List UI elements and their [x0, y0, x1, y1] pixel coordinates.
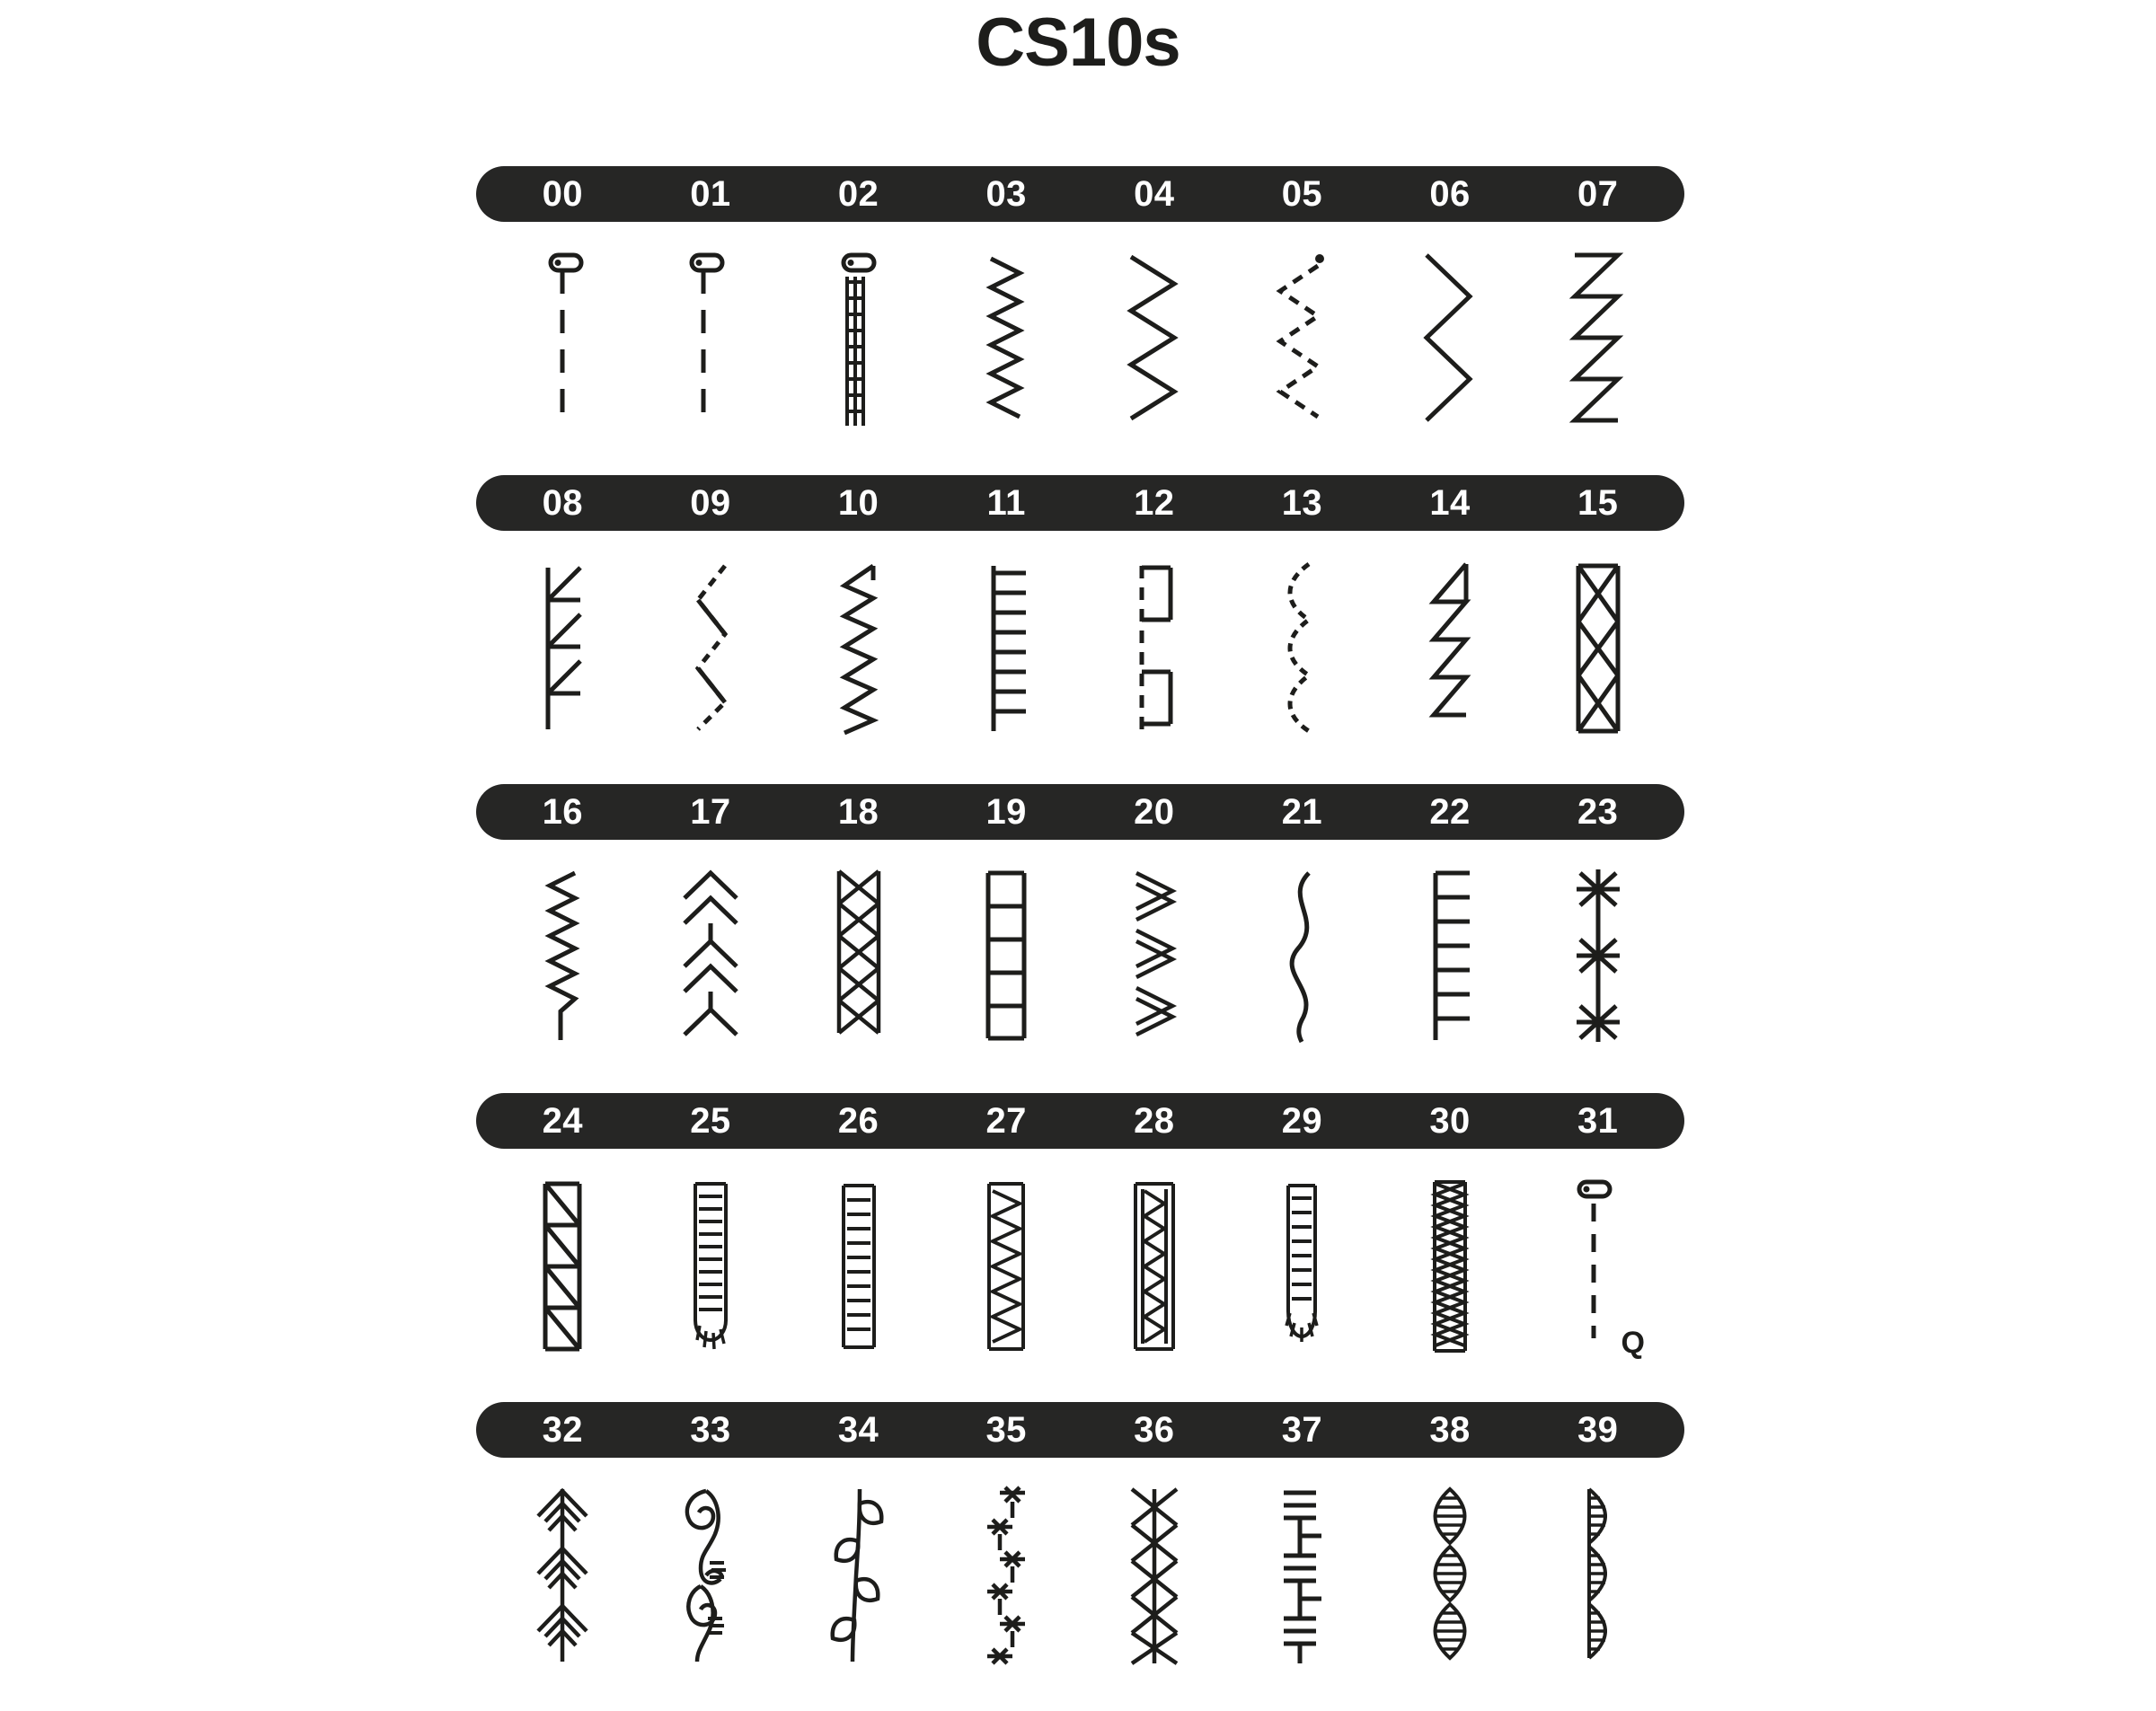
stitch-cell [784, 222, 932, 457]
stitch-cell [932, 1149, 1081, 1384]
stitch-cell [932, 1458, 1081, 1693]
stitch-number: 17 [690, 791, 731, 832]
elastic-zigzag-stitch-icon [823, 559, 895, 738]
stitch-number: 14 [1429, 482, 1471, 523]
stitch-number: 33 [690, 1409, 731, 1450]
ladder-stitch-icon [970, 868, 1042, 1047]
diamond-lattice-stitch-icon [1114, 1486, 1195, 1665]
stitch-cell [1524, 840, 1672, 1075]
comb-edge-stitch-icon [1414, 868, 1486, 1047]
stitch-number: 29 [1281, 1100, 1323, 1141]
stitch-row-group [476, 1402, 1684, 1693]
stitch-row-group [476, 1093, 1684, 1384]
stitch-cell [1524, 222, 1672, 457]
straight-stitch-left-icon [679, 250, 742, 429]
round-end-buttonhole-icon [1270, 1177, 1333, 1356]
stitch-number: 38 [1429, 1409, 1471, 1450]
scroll-vine-stitch-icon [670, 1486, 751, 1665]
stitch-number: 39 [1577, 1409, 1619, 1450]
stretch-buttonhole-icon [975, 1177, 1038, 1356]
stitch-cell [1376, 840, 1524, 1075]
stitch-number: 34 [837, 1409, 879, 1450]
stitch-number: 03 [985, 173, 1027, 214]
stitch-number-bar [476, 784, 1684, 840]
stitch-cell [489, 840, 637, 1075]
stitch-cell [1228, 531, 1376, 766]
stitch-number: 11 [986, 482, 1026, 523]
stitch-number: 08 [542, 482, 584, 523]
stitch-number: 09 [690, 482, 731, 523]
slant-overedge-stitch-icon [1414, 559, 1486, 738]
boxed-cross-stitch-icon [531, 1177, 594, 1356]
stitch-cell [1524, 531, 1672, 766]
stitch-number: 19 [985, 791, 1027, 832]
stitch-number: 30 [1429, 1100, 1471, 1141]
stitch-number: 18 [837, 791, 879, 832]
stitch-cell [1081, 1458, 1229, 1693]
stitch-number: 27 [985, 1100, 1027, 1141]
stitch-number: 36 [1134, 1409, 1175, 1450]
chevron-stack-stitch-icon [1118, 868, 1190, 1047]
half-diamond-satin-stitch-icon [1562, 1486, 1634, 1665]
stitch-cell [489, 1458, 637, 1693]
stitch-cell [1081, 1149, 1229, 1384]
shell-tuck-stitch-icon [1266, 559, 1338, 738]
stitch-number-bar [476, 475, 1684, 531]
stitch-cell [489, 222, 637, 457]
stitch-number: 21 [1281, 791, 1323, 832]
stitch-number: 10 [837, 482, 879, 523]
stitch-icon-row [476, 1149, 1684, 1384]
stretch-stitch-icon [526, 868, 598, 1047]
stitch-icon-row [476, 1458, 1684, 1693]
stitch-cell [1376, 222, 1524, 457]
stitch-icon-row [476, 840, 1684, 1075]
star-cross-stitch-icon [1562, 868, 1634, 1047]
stitch-number: 37 [1281, 1409, 1323, 1450]
stitch-cell [1376, 1149, 1524, 1384]
three-point-zigzag-stitch-icon [1266, 250, 1338, 429]
stitch-cell [932, 531, 1081, 766]
stitch-cell [1228, 840, 1376, 1075]
stitch-number: 35 [985, 1409, 1027, 1450]
stitch-cell [784, 840, 932, 1075]
crossed-overlock-stitch-icon [1562, 559, 1634, 738]
stitch-cell [784, 1149, 932, 1384]
bartack-satin-stitch-icon [1418, 1177, 1481, 1356]
double-zigzag-stitch-icon [1562, 250, 1634, 429]
stitch-cell [637, 840, 785, 1075]
triple-stretch-straight-stitch-icon [827, 250, 890, 429]
fir-tree-stitch-icon [522, 1486, 603, 1665]
stitch-cell [489, 1149, 637, 1384]
stitch-row-group [476, 784, 1684, 1075]
stitch-number: 02 [837, 173, 879, 214]
stitch-number: 13 [1281, 482, 1323, 523]
stitch-cell [932, 222, 1081, 457]
stitch-number: 00 [542, 173, 584, 214]
stitch-number: 24 [542, 1100, 584, 1141]
stitch-cell [637, 1458, 785, 1693]
stitch-cell [489, 531, 637, 766]
wide-zigzag-stitch-icon [1414, 250, 1486, 429]
stitch-number-bar [476, 1093, 1684, 1149]
stitch-cell [637, 531, 785, 766]
stitch-cell [1228, 1149, 1376, 1384]
stitch-number: 15 [1577, 482, 1619, 523]
diamond-satin-stitch-icon [1414, 1486, 1486, 1665]
stitch-icon-row [476, 531, 1684, 766]
page-title: CS10s [976, 4, 1180, 81]
stitch-number: 28 [1134, 1100, 1175, 1141]
leaf-branch-stitch-icon [818, 1486, 899, 1665]
stitch-cell [1081, 531, 1229, 766]
cross-chain-stitch-icon [966, 1486, 1047, 1665]
smocking-lattice-stitch-icon [823, 868, 895, 1047]
square-buttonhole-icon [827, 1177, 890, 1356]
reinforced-buttonhole-icon [1123, 1177, 1186, 1356]
stitch-cell [1376, 1458, 1524, 1693]
stitch-cell [637, 222, 785, 457]
stitch-cell [1228, 222, 1376, 457]
stitch-cell [1081, 222, 1229, 457]
stitch-number: 01 [690, 173, 731, 214]
stitch-number: 16 [542, 791, 584, 832]
stitch-row-group [476, 475, 1684, 766]
stitch-chart [476, 166, 1684, 1711]
stitch-cell [637, 1149, 785, 1384]
stitch-number: 23 [1577, 791, 1619, 832]
blind-hem-stitch-icon [526, 559, 598, 738]
arrowhead-stitch-icon [670, 868, 751, 1047]
stitch-number: 20 [1134, 791, 1175, 832]
zigzag-stitch-icon [1118, 250, 1190, 429]
quilting-label: Q [1621, 1326, 1645, 1360]
stitch-cell [932, 840, 1081, 1075]
keyhole-buttonhole-icon [679, 1177, 742, 1356]
stitch-number: 12 [1134, 482, 1175, 523]
stretch-blind-hem-stitch-icon [675, 559, 747, 738]
dashed-overlock-stitch-icon [1118, 559, 1190, 738]
stitch-number: 25 [690, 1100, 731, 1141]
quilting-straight-stitch-icon [1567, 1177, 1630, 1356]
stitch-number: 32 [542, 1409, 584, 1450]
stitch-cell [1524, 1149, 1672, 1384]
stitch-number: 22 [1429, 791, 1471, 832]
stitch-number: 26 [837, 1100, 879, 1141]
narrow-zigzag-stitch-icon [975, 250, 1038, 429]
stitch-row-group [476, 166, 1684, 457]
stitch-cell [1081, 840, 1229, 1075]
stitch-number: 05 [1281, 173, 1323, 214]
straight-stitch-center-icon [531, 250, 594, 429]
stitch-cell [1228, 1458, 1376, 1693]
stitch-cell [784, 1458, 932, 1693]
greek-key-stitch-icon [1266, 1486, 1338, 1665]
overlock-ladder-stitch-icon [970, 559, 1042, 738]
stitch-number: 31 [1577, 1100, 1619, 1141]
stitch-cell [1524, 1458, 1672, 1693]
stitch-number: 06 [1429, 173, 1471, 214]
wavy-line-stitch-icon [1266, 868, 1338, 1047]
stitch-number: 04 [1134, 173, 1175, 214]
stitch-number-bar [476, 1402, 1684, 1458]
stitch-icon-row [476, 222, 1684, 457]
stitch-number: 07 [1577, 173, 1619, 214]
stitch-cell [784, 531, 932, 766]
stitch-cell [1376, 531, 1524, 766]
stitch-number-bar [476, 166, 1684, 222]
